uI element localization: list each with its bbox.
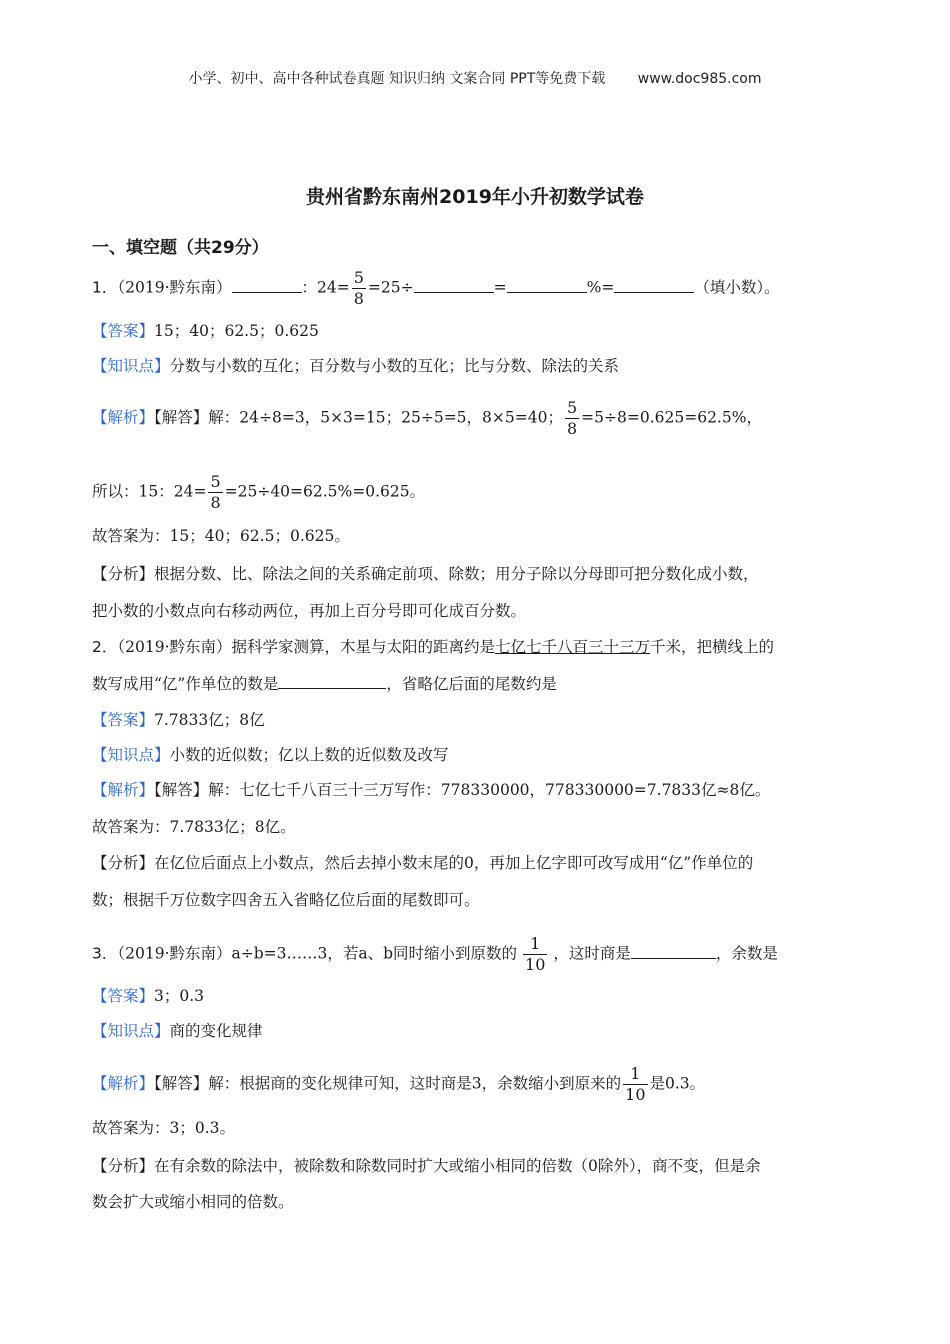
q1-number: 1． [92,278,118,297]
q3-fenxi-2: 数会扩大或缩小相同的倍数。 [92,1193,294,1211]
q3-answer [92,985,204,1007]
q3-source: （2019·黔东南） [117,944,232,963]
q1-blank-4 [614,277,694,293]
q3-knowledge-text: 商的变化规律 [169,1022,263,1040]
knowledge-label: 【知识点】 [92,357,170,375]
fenxi-label: 【分析】 [92,565,155,583]
q1-answer-text: 15；40；62.5；0.625 [154,322,319,340]
q2-fenxi-text-1: 在亿位后面点上小数点，然后去掉小数末尾的0，再加上亿字即可改写成用“亿”作单位的 [154,854,754,872]
q1-so-2: =25÷40=62.5%=0.625。 [224,482,426,501]
q1-fenxi-text-1: 根据分数、比、除法之间的关系确定前项、除数；用分子除以分母即可把分数化成小数， [154,565,759,583]
q3-knowledge [92,1020,263,1042]
q2-source: （2019·黔东南） [117,638,232,656]
q2-text-3: 数写成用“亿”作单位的数是 [92,675,279,693]
q3-analysis [92,1066,705,1103]
answer-label: 【答案】 [92,322,155,340]
q1-text-5: （填小数）。 [694,278,780,297]
q2-answer [92,709,265,731]
page-title: 贵州省黔东南州2019年小升初数学试卷 [306,186,644,208]
q2-knowledge-text: 小数的近似数；亿以上数的近似数及改写 [169,746,449,764]
fenxi-label: 【分析】 [92,1157,155,1175]
q1-question [92,270,780,307]
q3-fenxi-1 [92,1155,761,1177]
q3-number: 3． [92,944,118,963]
q1-text-3: = [493,278,507,297]
q2-question-2 [92,673,557,695]
q2-analysis [92,779,770,801]
header-text: 小学、初中、高中各种试卷真题 知识归纳 文案合同 PPT等免费下载 [188,71,606,87]
q2-solution: 解：七亿七千八百三十三万写作：778330000，778330000=7.7833亿≈8亿。 [208,781,771,799]
q1-knowledge-text: 分数与小数的互化；百分数与小数的互化；比与分数、除法的关系 [169,357,620,375]
q1-analysis [92,400,762,437]
q1-so-fraction: $\frac{5}{8}$ [210,472,221,512]
page-header [0,68,950,88]
q1-solution-2: =5÷8=0.625=62.5%， [581,408,762,427]
header-site-link[interactable]: www.doc985.com [637,71,762,87]
q3-solution-fraction: $\frac{1}{10}$ [625,1064,646,1104]
knowledge-label: 【知识点】 [92,1022,170,1040]
analysis-label: 【解析】 [92,408,155,427]
analysis-label: 【解析】 [92,1074,155,1093]
q1-text-1: ：24= [301,278,350,297]
q1-blank-2 [414,277,494,293]
q1-solution-1: 解：24÷8=3，5×3=15；25÷5=5，8×5=40； [208,408,563,427]
knowledge-label: 【知识点】 [92,746,170,764]
q2-answer-text: 7.7833亿；8亿 [154,711,265,729]
q1-so-1: 所以：15：24= [92,482,207,501]
analysis-label: 【解析】 [92,781,155,799]
q1-answer [92,320,319,342]
q3-final: 故答案为：3；0.3。 [92,1119,236,1137]
solution-label: 【解答】 [154,781,209,799]
q2-fenxi-2: 数；根据千万位数字四舍五入省略亿位后面的尾数即可。 [92,891,480,909]
q1-blank-3 [507,277,587,293]
q1-fraction: $\frac{5}{8}$ [353,268,364,308]
q2-text-2: 千米，把横线上的 [650,638,775,656]
q2-final: 故答案为：7.7833亿；8亿。 [92,818,296,836]
q2-knowledge [92,744,449,766]
q2-text-1: 据科学家测算，木星与太阳的距离约是 [231,638,496,656]
q2-number: 2． [92,638,118,656]
q3-question [92,936,778,973]
answer-label: 【答案】 [92,987,155,1005]
q2-question-1 [92,636,774,658]
q3-blank-1 [631,943,716,959]
q1-knowledge [92,355,619,377]
q2-fenxi-1 [92,852,753,874]
q3-fenxi-text-1: 在有余数的除法中，被除数和除数同时扩大或缩小相同的倍数（0除外），商不变，但是余 [154,1157,761,1175]
answer-label: 【答案】 [92,711,155,729]
q1-solution-fraction: $\frac{5}{8}$ [566,398,578,438]
q3-answer-text: 3；0.3 [154,987,205,1005]
q1-text-4: %= [586,278,615,297]
q1-blank-1 [232,277,302,293]
solution-label: 【解答】 [154,1074,209,1093]
fenxi-label: 【分析】 [92,854,155,872]
q1-fenxi-1 [92,563,759,585]
q3-solution-2: 是0.3。 [649,1074,706,1093]
q1-text-2: =25÷ [367,278,414,297]
q3-text-1: a÷b=3……3，若a、b同时缩小到原数的 [231,944,518,963]
q1-fenxi-2: 把小数的小数点向右移动两位，再加上百分号即可化成百分数。 [92,602,527,620]
q3-text-3: ，余数是 [715,944,778,963]
q1-final: 故答案为：15；40；62.5；0.625。 [92,527,350,545]
section-heading: 一、填空题（共29分） [92,238,269,258]
q2-blank-1 [278,673,386,689]
q1-source: （2019·黔东南） [117,278,232,297]
q3-solution-1: 解：根据商的变化规律可知，这时商是3，余数缩小到原来的 [208,1074,622,1093]
q2-underlined: 七亿七千八百三十三万 [495,638,651,656]
q3-text-2: ，这时商是 [553,944,631,963]
q3-fraction: $\frac{1}{10}$ [525,934,546,974]
solution-label: 【解答】 [154,408,209,427]
q2-text-4: ，省略亿后面的尾数约是 [386,675,557,693]
q1-so [92,474,425,511]
